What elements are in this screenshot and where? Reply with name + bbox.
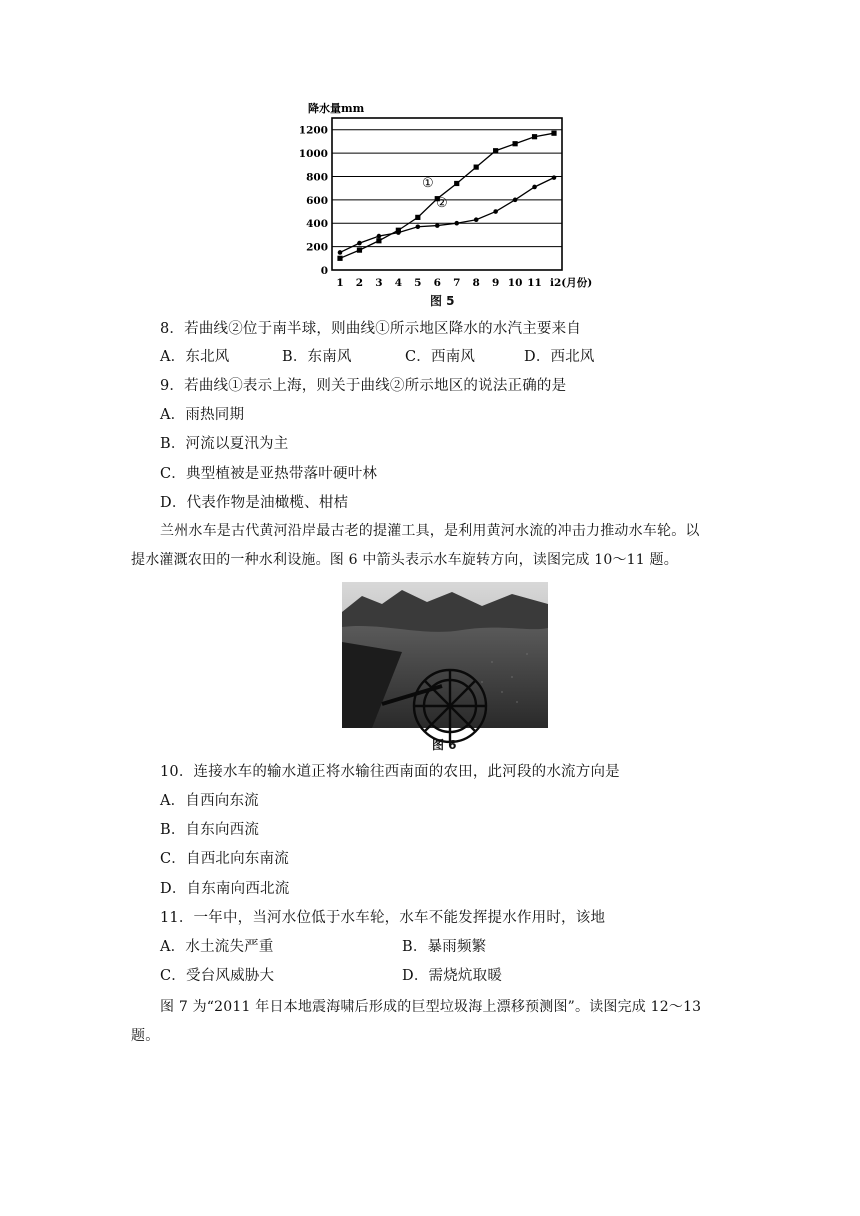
q11-option-c: C．受台风威胁大	[160, 968, 275, 984]
x-tick-label: 2	[355, 277, 364, 289]
x-tick-label: 3	[375, 277, 383, 289]
q9-option-c: C．典型植被是亚热带落叶硬叶林	[160, 466, 378, 482]
y-tick-label: 1000	[298, 148, 328, 161]
water-wheel-photo	[342, 582, 548, 728]
y-axis-title: 降水量mm	[308, 102, 365, 115]
data-point-series2	[493, 209, 498, 214]
y-tick-label: 0	[320, 265, 328, 277]
data-point-series1	[512, 141, 517, 146]
series-label-1: ①	[422, 176, 434, 191]
series-line-2	[340, 178, 554, 253]
q10-option-b: B．自东向西流	[160, 822, 260, 838]
q11-option-a: A．水土流失严重	[160, 939, 274, 955]
data-point-series2	[552, 175, 557, 180]
x-tick-label: i2(月份)	[550, 277, 593, 289]
x-tick-label: 1	[336, 277, 344, 289]
x-tick-label: 11	[527, 277, 542, 289]
x-tick-label: 5	[414, 277, 422, 289]
q10-stem: 10．连接水车的输水道正将水输往西南面的农田，此河段的水流方向是	[160, 764, 620, 780]
data-point-series2	[377, 234, 382, 239]
x-tick-label: 7	[453, 277, 461, 289]
figure5-caption: 图 5	[430, 294, 455, 308]
data-point-series1	[357, 248, 362, 253]
data-point-series1	[337, 256, 342, 261]
q11-option-b: B．暴雨频繁	[402, 939, 487, 955]
q8-option-d: D．西北风	[524, 349, 595, 365]
x-tick-labels	[336, 276, 592, 289]
x-tick-label: 10	[507, 277, 523, 289]
x-tick-label: 4	[394, 277, 403, 289]
intro-10-11-line1: 兰州水车是古代黄河沿岸最古老的提灌工具，是利用黄河水流的冲击力推动水车轮。以	[160, 523, 700, 539]
q10-option-c: C．自西北向东南流	[160, 851, 289, 867]
q8-option-a: A．东北风	[160, 349, 230, 365]
data-point-series1	[454, 181, 459, 186]
q9-stem: 9．若曲线①表示上海，则关于曲线②所示地区的说法正确的是	[160, 378, 567, 394]
data-point-series1	[532, 134, 537, 139]
x-tick-label: 9	[491, 277, 500, 289]
data-point-series2	[435, 223, 440, 228]
q10-option-d: D．自东南向西北流	[160, 881, 290, 897]
q11-stem: 11．一年中，当河水位低于水车轮，水车不能发挥提水作用时，该地	[160, 910, 606, 926]
data-point-series2	[454, 221, 459, 226]
data-point-series1	[415, 215, 420, 220]
data-point-series2	[416, 224, 421, 229]
q11-option-d: D．需烧炕取暖	[402, 968, 503, 984]
intro-10-11-line2: 提水灌溉农田的一种水利设施。图 6 中箭头表示水车旋转方向，读图完成 10～11 题。	[131, 552, 678, 568]
intro-12-13-line2: 题。	[131, 1028, 160, 1044]
data-point-series1	[551, 131, 556, 136]
q9-option-a: A．雨热同期	[160, 407, 245, 423]
y-tick-label: 200	[306, 241, 328, 254]
q8-option-b: B．东南风	[282, 349, 352, 365]
y-tick-label: 800	[306, 171, 328, 184]
y-tick-label: 1200	[298, 124, 328, 137]
data-point-series2	[338, 250, 343, 255]
y-tick-label: 400	[306, 218, 328, 231]
data-point-series1	[493, 148, 498, 153]
data-point-series1	[376, 238, 381, 243]
q8-option-c: C．西南风	[405, 349, 476, 365]
data-point-series2	[474, 217, 479, 222]
data-point-series2	[532, 185, 537, 190]
series-label-2: ②	[436, 196, 448, 211]
data-point-series1	[474, 165, 479, 170]
data-point-series2	[396, 230, 401, 235]
q9-option-b: B．河流以夏汛为主	[160, 436, 289, 452]
y-tick-label: 600	[306, 194, 328, 207]
figure6-caption: 图 6	[432, 738, 457, 752]
q8-stem: 8．若曲线②位于南半球，则曲线①所示地区降水的水汽主要来自	[160, 321, 582, 337]
x-tick-label: 6	[433, 277, 441, 289]
y-tick-labels	[299, 125, 328, 277]
x-tick-label: 8	[472, 277, 480, 289]
precipitation-chart	[298, 96, 593, 312]
q10-option-a: A．自西向东流	[160, 793, 259, 809]
data-point-series2	[357, 241, 362, 246]
data-point-series2	[513, 198, 518, 203]
q9-option-d: D．代表作物是油橄榄、柑桔	[160, 495, 349, 511]
intro-12-13-line1: 图 7 为“2011 年日本地震海啸后形成的巨型垃圾海上漂移预测图”。读图完成 12～13	[160, 999, 702, 1015]
